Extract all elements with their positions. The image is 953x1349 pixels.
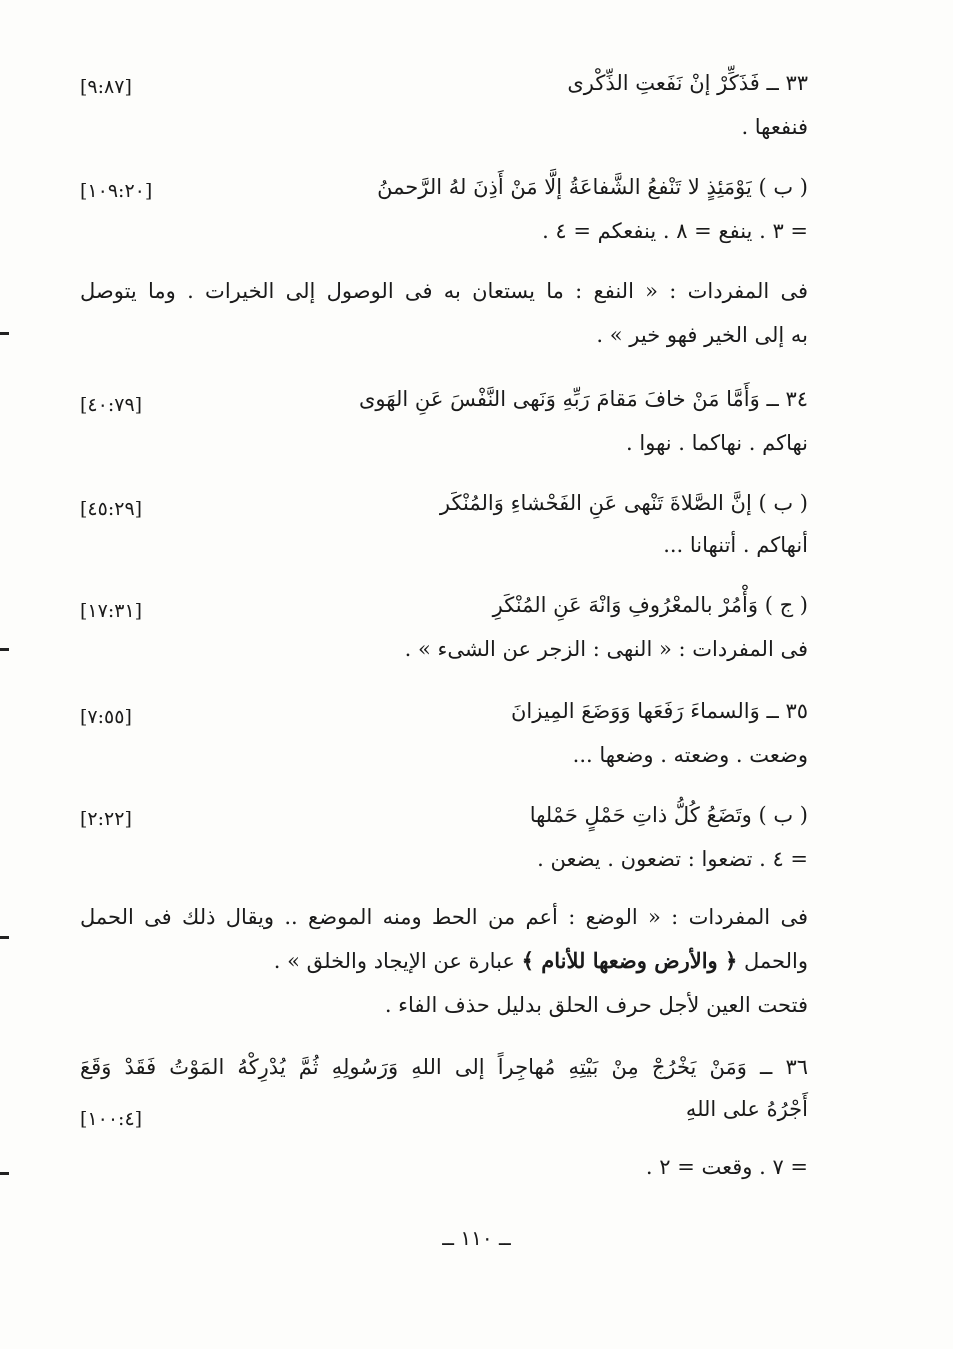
entry-34b-reference: [٤٥:٢٩]: [80, 498, 143, 520]
entry-34c-verse: ( ج ) وَأْمُرْ بالمعْرُوفِ وَانْهَ عَنِ المُنْكَرِ: [492, 593, 808, 617]
entry-35-definition-line2: [274, 946, 808, 976]
entry-33-forms: فنفعها .: [741, 115, 808, 139]
entry-35-note: فتحت العين لأجل حرف الحلق بدليل حذف الفاء .: [384, 993, 808, 1017]
entry-33-reference: [٩:٨٧]: [80, 76, 132, 98]
margin-mark: [0, 936, 9, 939]
entry-36-verse-line2: أَجْرُهُ على اللهِ: [685, 1097, 808, 1121]
entry-33-verse: ٣٣ ــ فَذَكِّرْ إنْ نَفَعتِ الذِّكْرى: [567, 71, 808, 95]
definition-text-end: عبارة عن الإيجاد والخلق » .: [273, 949, 515, 973]
entry-34-definition: فى المفردات : « النهى : الزجر عن الشىء » .: [404, 637, 808, 661]
margin-mark: [0, 1172, 9, 1175]
entry-36-verse-line1: ٣٦ ــ وَمَنْ يَخْرُجْ مِنْ بَيْتِهِ مُهاجِراً إلى اللهِ وَرَسُولِهِ ثُمَّ يُدْرِكْهُ المَوْتُ فَقَدْ وَقَعَ: [80, 1055, 808, 1079]
entry-34c-reference: [١٧:٣١]: [80, 600, 143, 622]
margin-mark: [0, 332, 9, 335]
entry-35-forms: وضعت . وضعته . وضعها ...: [572, 743, 808, 767]
entry-33-definition-line2: به إلى الخير فهو خير » .: [596, 323, 808, 347]
entry-34b-forms: أنهاكم . أتنهانا ...: [663, 533, 808, 557]
entry-33-definition-line1: فى المفردات : « النفع : ما يستعان به فى الوصول إلى الخيرات . وما يتوصل: [80, 279, 808, 303]
entry-35-definition-line1: فى المفردات : « الوضع : أعم من الحط ومنه الموضع .. ويقال ذلك فى الحمل: [80, 905, 808, 929]
entry-35-counts: = ٤ . تضعوا : تضعون . يضعن .: [537, 847, 808, 871]
entry-34b-verse: ( ب ) إنَّ الصَّلاةَ تَنْهى عَنِ الفَحْشاءِ وَالمُنْكَر: [439, 491, 808, 515]
entry-34-forms: نهاكم . نهاكما . نهوا .: [626, 431, 808, 455]
entry-35-verse: ٣٥ ــ وَالسماءَ رَفَعَها وَوَضَعَ المِيزانَ: [511, 699, 808, 723]
entry-35-reference: [٧:٥٥]: [80, 706, 132, 728]
entry-36-reference: [١٠٠:٤]: [80, 1108, 143, 1130]
quoted-verse: ﴿ والأرض وضعها للأنام ﴾: [521, 948, 738, 973]
entry-35b-reference: [٢:٢٢]: [80, 808, 132, 830]
entry-34-verse: ٣٤ ــ وَأَمَّا مَنْ خافَ مَقامَ رَبِّهِ وَنَهى النَّفْسَ عَنِ الهَوى: [359, 387, 808, 411]
entry-33b-verse: ( ب ) يَوْمَئِذٍ لا تَنْفعُ الشَّفاعَةُ إلَّا مَنْ أَذِنَ لهُ الرَّحمنُ: [377, 175, 808, 199]
entry-34-reference: [٤٠:٧٩]: [80, 394, 143, 416]
definition-text-start: والحمل: [744, 949, 808, 973]
page-number: ــ ١١٠ ــ: [442, 1226, 511, 1250]
entry-35b-verse: ( ب ) وتَضَعُ كُلُّ ذاتِ حَمْلٍ حَمْلها: [529, 803, 808, 827]
margin-mark: [0, 648, 9, 651]
entry-36-counts: = ٧ . وقعت = ٢ .: [645, 1155, 808, 1179]
entry-33-counts: = ٣ . ينفع = ٨ . ينفعكم = ٤ .: [542, 219, 808, 243]
entry-33b-reference: [١٠٩:٢٠]: [80, 180, 153, 202]
